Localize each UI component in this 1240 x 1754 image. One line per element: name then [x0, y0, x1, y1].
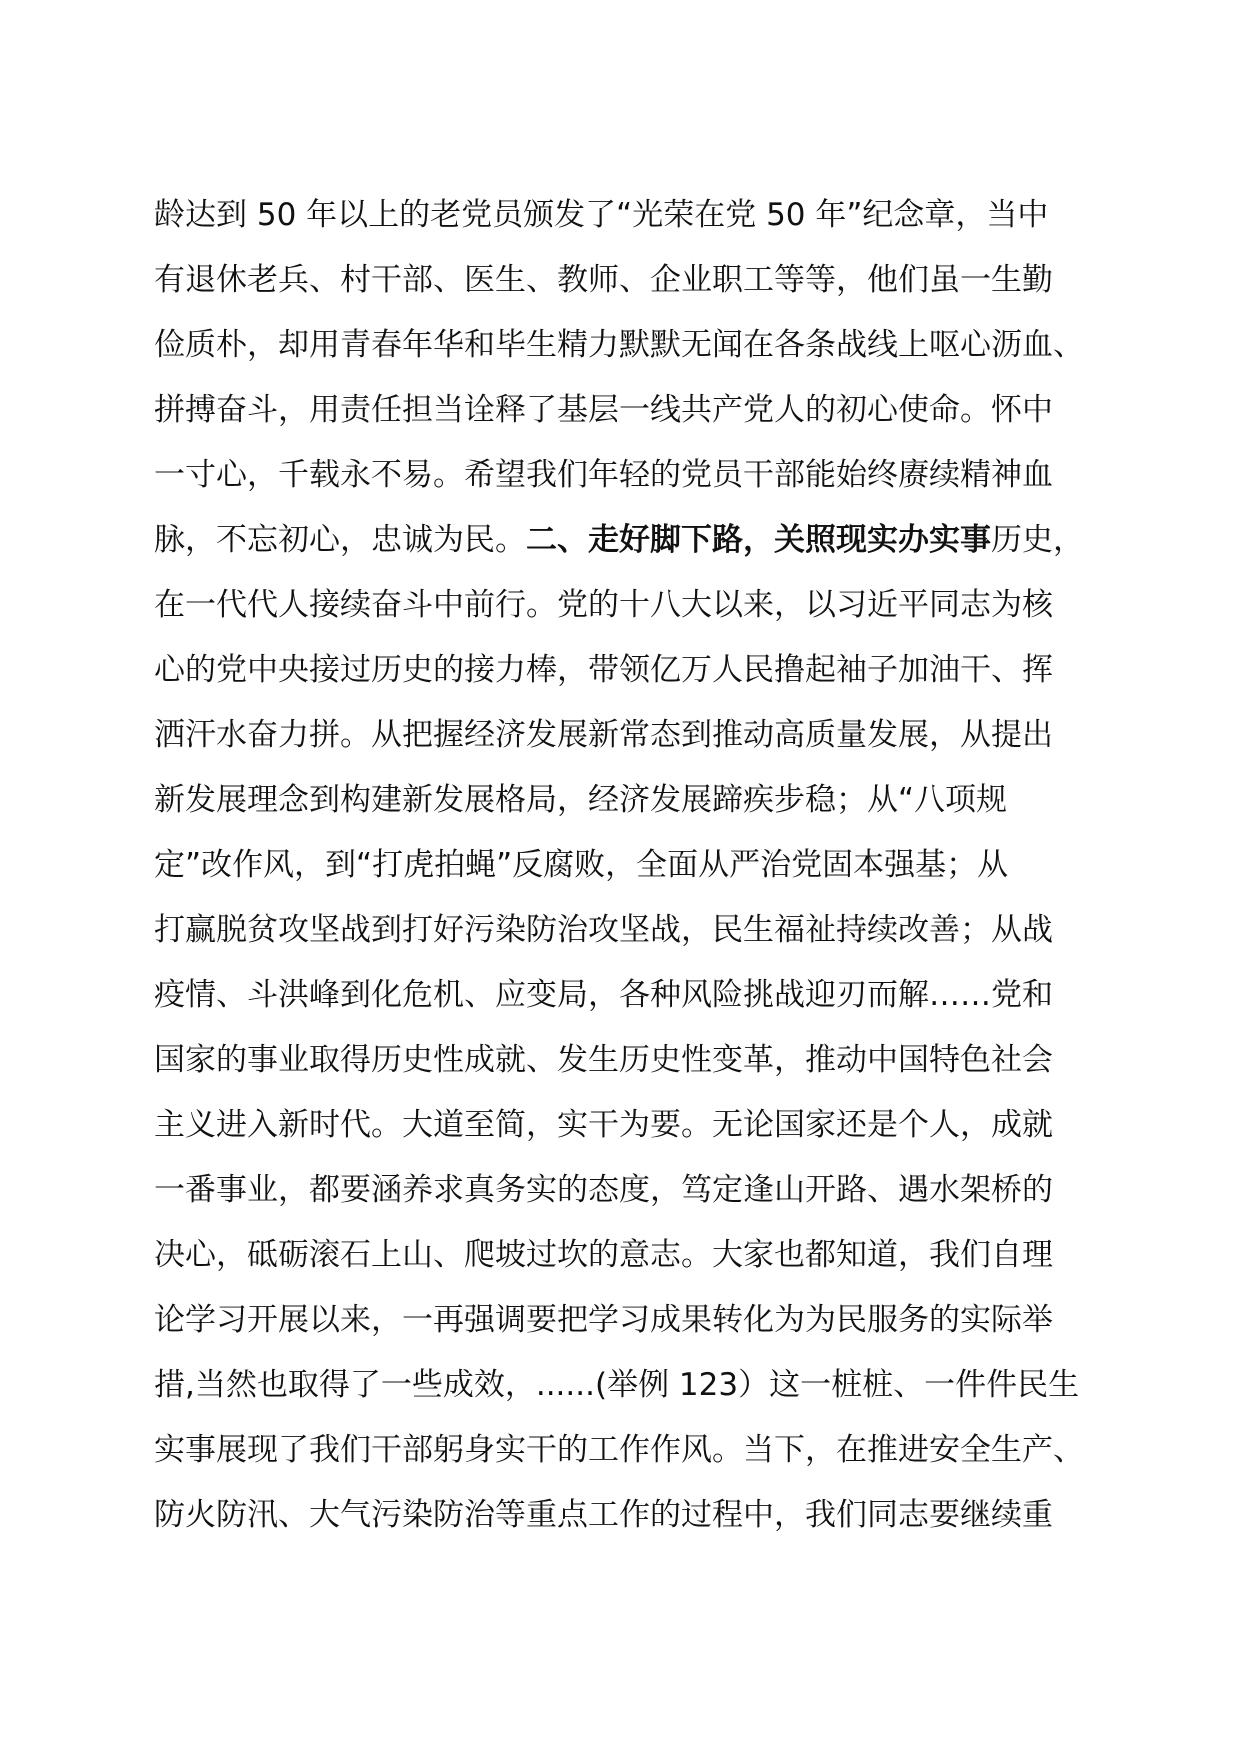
text-line-17: 决心，砥砺滚石上山、爬坡过坎的意志。大家也都知道，我们自理	[154, 1237, 1053, 1273]
text-line-9: 洒汗水奋力拼。从把握经济发展新常态到推动高质量发展，从提出	[154, 717, 1053, 753]
text-line-6	[154, 508, 1094, 573]
text-line-6-start: 脉，不忘初心，忠诚为民。	[154, 522, 526, 558]
text-line-21: 防火防汛、大气污染防治等重点工作的过程中，我们同志要继续重	[154, 1497, 1053, 1533]
text-line-19: 措,当然也取得了一些成效，......(举例 123）这一桩桩、一件件民生	[154, 1367, 1080, 1403]
text-line-13: 疫情、斗洪峰到化危机、应变局，各种风险挑战迎刃而解……党和	[154, 977, 1053, 1013]
text-line-4: 拼搏奋斗，用责任担当诠释了基层一线共产党人的初心使命。怀中	[154, 392, 1053, 428]
text-line-2: 有退休老兵、村干部、医生、教师、企业职工等等，他们虽一生勤	[154, 262, 1053, 298]
body-text	[154, 183, 1094, 1548]
text-line-6-end: 历史，	[991, 522, 1084, 558]
text-line-5: 一寸心，千载永不易。希望我们年轻的党员干部能始终赓续精神血	[154, 457, 1053, 493]
text-line-10: 新发展理念到构建新发展格局，经济发展蹄疾步稳；从“八项规	[154, 782, 1008, 818]
text-line-14: 国家的事业取得历史性成就、发生历史性变革，推动中国特色社会	[154, 1042, 1053, 1078]
text-line-16: 一番事业，都要涵养求真务实的态度，笃定逢山开路、遇水架桥的	[154, 1172, 1053, 1208]
text-line-20: 实事展现了我们干部躬身实干的工作作风。当下，在推进安全生产、	[154, 1432, 1084, 1468]
text-line-3: 俭质朴，却用青春年华和毕生精力默默无闻在各条战线上呕心沥血、	[154, 327, 1084, 363]
text-line-8: 心的党中央接过历史的接力棒，带领亿万人民撸起袖子加油干、挥	[154, 652, 1053, 688]
section-heading: 二、走好脚下路，关照现实办实事	[526, 522, 991, 558]
text-line-18: 论学习开展以来，一再强调要把学习成果转化为为民服务的实际举	[154, 1302, 1053, 1338]
text-line-15: 主义进入新时代。大道至简，实干为要。无论国家还是个人，成就	[154, 1107, 1053, 1143]
text-line-1: 龄达到 50 年以上的老党员颁发了“光荣在党 50 年”纪念章，当中	[154, 197, 1049, 233]
text-line-7: 在一代代人接续奋斗中前行。党的十八大以来，以习近平同志为核	[154, 587, 1053, 623]
text-line-11: 定”改作风，到“打虎拍蝇”反腐败，全面从严治党固本强基；从	[154, 847, 1009, 883]
text-line-12: 打赢脱贫攻坚战到打好污染防治攻坚战，民生福祉持续改善；从战	[154, 912, 1053, 948]
